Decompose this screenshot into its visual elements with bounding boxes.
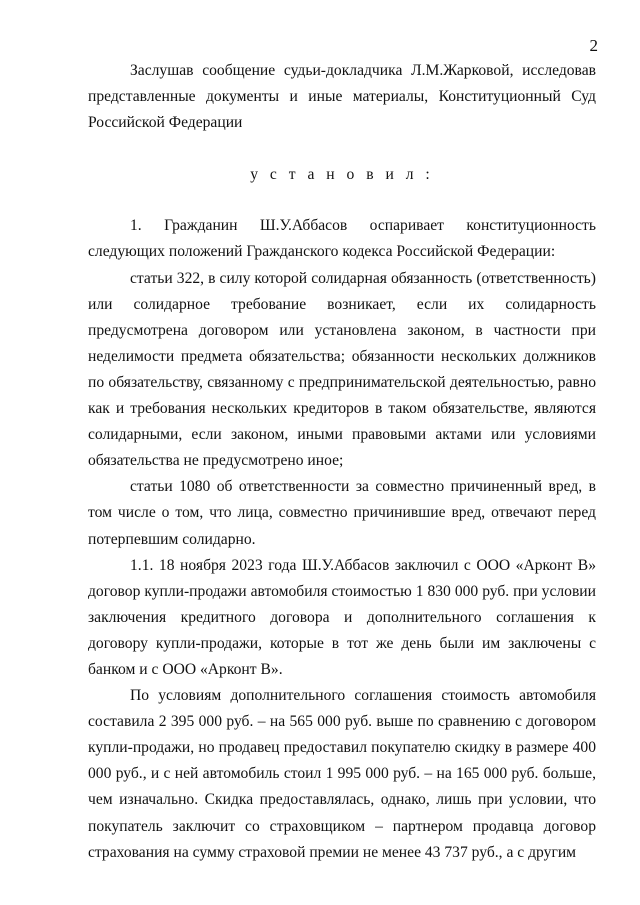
paragraph-article-322: статьи 322, в силу которой солидарная обязанность (ответственность) или солидарное требование возникает, если их солидарность предусмотрена договором или установлена законом, в частности при неделимости предмета обязательства; обязанности нескольких должников по обязательству, связанному с предпринимательской деятельностью, равно как и требования нескольких кредиторов в таком обязательстве, являются солидарными, если законом, иными правовыми актами или условиями обязательства не предусмотрено иное; — [88, 269, 596, 470]
paragraph-1: 1. Гражданин Ш.У.Аббасов оспаривает конституционность следующих положений Гражданского кодекса Российской Федерации: — [88, 217, 596, 261]
section-heading: у с т а н о в и л : — [250, 166, 434, 184]
paragraph-1-1: 1.1. 18 ноября 2023 года Ш.У.Аббасов заключил с ООО «Арконт В» договор купли-продажи автомобиля стоимостью 1 830 000 руб. при условии заключения кредитного договора и дополнительного соглашения к договору купли-продажи, которые в тот же день были им заключены с банком и с ООО «Арконт В». — [88, 556, 596, 678]
document-body — [88, 58, 596, 866]
intro-paragraph: Заслушав сообщение судьи-докладчика Л.М.Жарковой, исследовав представленные документы и иные материалы, Конституционный Суд Российской Федерации — [88, 62, 596, 132]
paragraph-article-1080: статьи 1080 об ответственности за совместно причиненный вред, в том числе о том, что лица, совместно причинившие вред, отвечают перед потерпевшим солидарно. — [88, 478, 596, 548]
paragraph-additional-agreement: По условиям дополнительного соглашения стоимость автомобиля составила 2 395 000 руб. – на 565 000 руб. выше по сравнению с договором купли-продажи, но продавец предоставил покупателю скидку в размере 400 000 руб., и с ней автомобиль стоил 1 995 000 руб. – на 165 000 руб. больше, чем изначально. Скидка предоставлялась, однако, лишь при условии, что покупатель заключит со страховщиком – партнером продавца договор страхования на сумму страховой премии не менее 43 737 руб., а с другим — [88, 687, 596, 861]
page-number: 2 — [589, 36, 598, 55]
